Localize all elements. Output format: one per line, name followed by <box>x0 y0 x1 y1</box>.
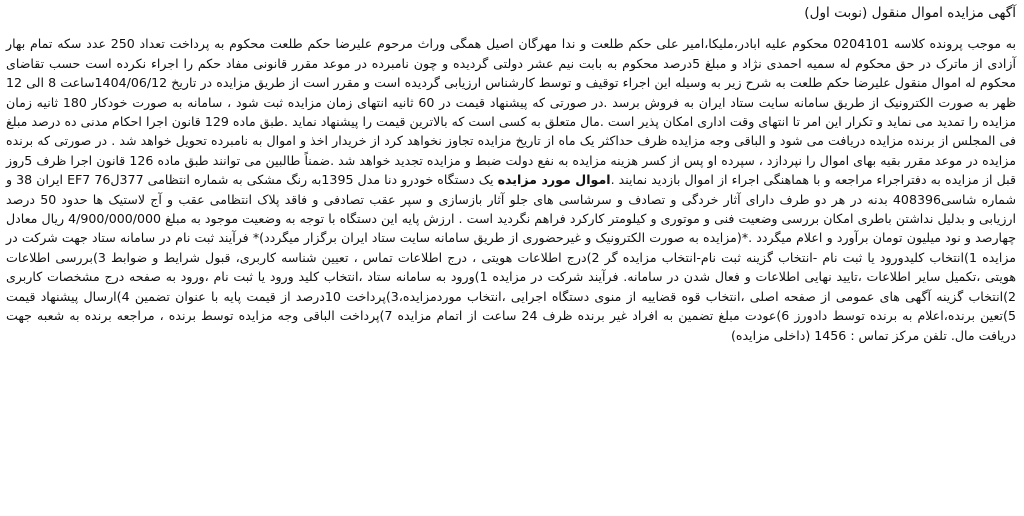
auctioned-property-heading: اموال مورد مزایده <box>497 172 611 188</box>
notice-body-part2: یک دستگاه خودرو دنا مدل 1395به رنگ مشکی به شماره انتظامی 377ل76 EF7 ایران 38 و شماره شاسی408396 بدنه در هر دو طرف دارای آثار خردگی و تصادف و سرشاسی های جلو آثار بازسازی و سپر عقب تصادفی و فاقد پلاک انتظامی عقب و آج لاستیک ها حدود 50 درصد ارزیابی و بدلیل نداشتن باطری امکان بررسی وضعیت فنی و موتوری و کیلومتر کارکرد فراهم نگردید است . ارزش پایه این دستگاه با توجه به وضعیت موجود به مبلغ 4/900/000/000 ریال معادل چهارصد و نود میلیون تومان برآورد و اعلام میگردد .*(مزایده به صورت الکترونیک و غیرحضوری از طریق سامانه سایت ستاد ایران برگزار میگردد)* فرآیند ثبت نام در سامانه ستاد جهت شرکت در مزایده 1)انتخاب کلیدورود یا ثبت نام -انتخاب گزینه ثبت نام-انتخاب مزایده گر 2)درج اطلاعات هویتی ، درج اطلاعات تماس ، تعیین شناسه کاربری، قبول شرایط و ضوابط 3)بررسی اطلاعات هویتی ،تکمیل سایر اطلاعات ،تایید نهایی اطلاعات و فعال شدن در سامانه. فرآیند شرکت در مزایده 1)ورود به سامانه ستاد ،انتخاب کلید ورود یا ثبت نام ،ورود به صفحه درج مشخصات کاربری 2)انتخاب گزینه آگهی های عمومی از صفحه اصلی ،انتخاب قوه قضاییه از منوی دستگاه اجرایی ،انتخاب موردمزایده،3)پرداخت 10درصد از قیمت پایه با عنوان تضمین 4)ارسال پیشنهاد قیمت 5)تعین برنده،اعلام به برنده توسط دادورز 6)عودت مبلغ تضمین به افراد غیر برنده ظرف 24 ساعت از اتمام مزایده 7)پرداخت الباقی وجه مزایده توسط برنده ، مراجعه برنده به شعبه جهت دریافت مال. تلفن مرکز تماس : 1456 (داخلی مزایده) <box>6 172 1017 343</box>
notice-body-part1: به موجب پرونده کلاسه 0204101 محکوم علیه ابادر،ملیکا،امیر علی حکم طلعت و ندا مهرگان اصیل همگی وراث مرحوم علیرضا حکم طلعت محکوم به پرداخت تعداد 250 عدد سکه تمام بهار آزادی از ماترک در حق محکوم له سمیه احمدی نژاد و مبلغ 5درصد محکوم به بابت نیم عشر دولتی گردیده و چون نامبرده در موعد مقرر قانونی مفاد حکم را اجراء نکرده است حسب تقاضای محکوم له اموال منقول علیرضا حکم طلعت به شرح زیر به وسیله این اجراء توقیف و توسط کارشناس ارزیابی گردیده است و مقرر است از طریق مزایده در تاریخ 1404/06/12ساعت 8 الی 12 ظهر به صورت الکترونیک از طریق سامانه سایت ستاد ایران به فروش برسد .در صورتی که پیشنهاد قیمت در 60 ثانیه انتهای زمان مزایده ثبت شود ، سامانه به صورت خودکار 180 ثانیه زمان مزایده را تمدید می نماید و تکرار این امر تا انتهای وقت اداری امکان پذیر است .مال متعلق به کسی است که بالاترین قیمت را پیشنهاد نماید .طبق ماده 129 قانون اجرا احکام مدنی ده درصد مبلغ فی المجلس از برنده مزایده دریافت می شود و الباقی وجه مزایده ظرف حداکثر یک ماه از تاریخ مزایده تجاوز نخواهد کرد از خریدار اخذ و اموال به نامبرده تحویل خواهد شد . در صورتی که برنده مزایده در موعد مقرر بقیه بهای اموال را نپردازد ، سپرده او پس از کسر هزینه مزایده به نفع دولت ضبط و مزایده تجدید خواهد شد .ضمناً طالبین می توانند طبق ماده 126 قانون اجرا ظرف 5روز قبل از مزایده به دفتراجراء مراجعه و با هماهنگی اجراء از اموال بازدید نمایند . <box>6 36 1017 188</box>
auction-notice <box>6 4 1016 512</box>
notice-body <box>6 34 1016 345</box>
notice-title: آگهی مزایده اموال منقول (نوبت اول) <box>804 5 1016 21</box>
